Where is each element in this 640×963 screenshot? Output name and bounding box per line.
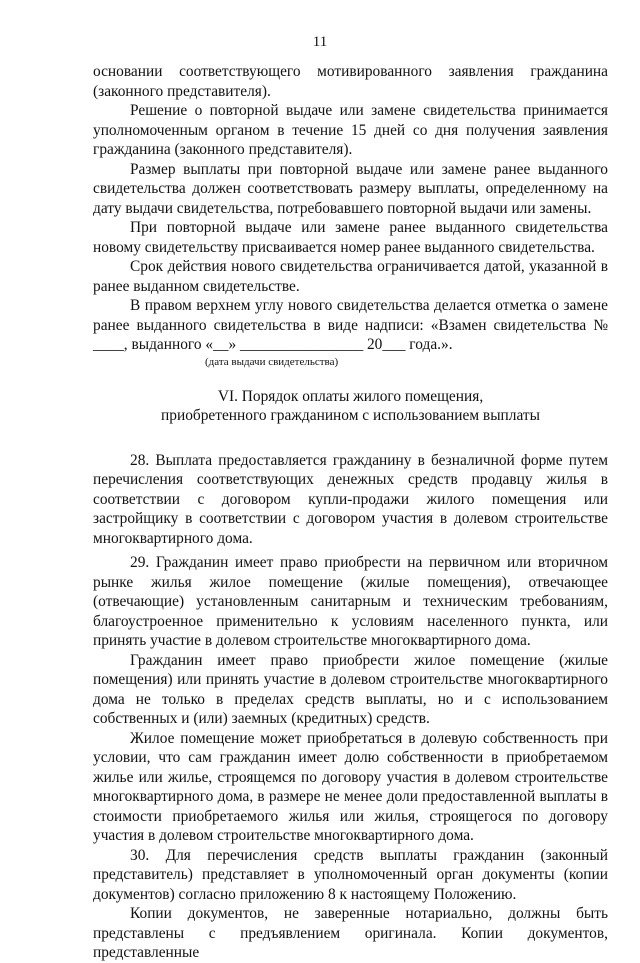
document-body	[93, 62, 608, 963]
date-caption: (дата выдачи свидетельства)	[205, 355, 339, 368]
section-heading-line-2: приобретенного гражданином с использованием выплаты	[161, 406, 540, 424]
paragraph-payment-amount: Размер выплаты при повторной выдаче или замене ранее выданного свидетельства должен соответствовать размеру выплаты, определенному на дату выдачи свидетельства, потребовавшего повторной выдачи или замены.	[93, 160, 608, 217]
page-number: 11	[312, 34, 328, 50]
clause-28: 28. Выплата предоставляется гражданину в безналичной форме путем перечисления соответствующих денежных средств продавцу жилья в соответствии с договором купли-продажи жилого помещения или застройщику в соответствии с договором участия в долевом строительстве многоквартирного дома.	[93, 451, 608, 547]
paragraph-replacement-mark: В правом верхнем углу нового свидетельства делается отметка о замене ранее выданного свидетельства в виде надписи: «Взамен свидетельства № ____, выданного «__» ________________ 20___ года.».	[93, 297, 608, 353]
paragraph-validity-period: Срок действия нового свидетельства ограничивается датой, указанной в ранее выданном свидетельстве.	[93, 258, 608, 295]
clause-30-copies: Копии документов, не заверенные нотариально, должны быть представлены с предъявлением оригинала. Копии документов, представленные	[93, 905, 608, 961]
clause-30: 30. Для перечисления средств выплаты гражданин (законный представитель) представляет в уполномоченный орган документы (копии документов) согласно приложению 8 к настоящему Положению.	[93, 846, 608, 903]
paragraph-continuation: основании соответствующего мотивированного заявления гражданина (законного представителя).	[93, 63, 608, 100]
clause-29-own-funds: Гражданин имеет право приобрести жилое помещение (жилые помещения) или принять участие в долевом строительстве многоквартирного дома не только в пределах средств выплаты, но и с использованием собственных и (или) заемных (кредитных) средств.	[93, 651, 608, 727]
paragraph-certificate-number: При повторной выдаче или замене ранее выданного свидетельства новому свидетельству присваивается номер ранее выданного свидетельства.	[93, 219, 608, 256]
section-heading-line-1: VI. Порядок оплаты жилого помещения,	[217, 387, 484, 405]
section-heading	[93, 387, 608, 425]
clause-29: 29. Гражданин имеет право приобрести на первичном или вторичном рынке жилья жилое помещение (жилые помещения), отвечающее (отвечающие) установленным санитарным и техническим требованиям, благоустроенное применительно к условиям населенного пункта, или принять участие в долевом строительстве многоквартирного дома.	[93, 554, 608, 649]
paragraph-decision-deadline: Решение о повторной выдаче или замене свидетельства принимается уполномоченным органом в течение 15 дней со дня получения заявления гражданина (законного представителя).	[93, 102, 608, 158]
clause-29-shared-ownership: Жилое помещение может приобретаться в долевую собственность при условии, что сам гражданин имеет долю собственности в приобретаемом жилье или жилье, строящемся по договору участия в долевом строительстве многоквартирного дома, в размере не менее доли предоставленной выплаты в стоимости приобретаемого жилья или жилья, строящегося по договору участия в долевом строительстве многоквартирного дома.	[93, 729, 608, 844]
